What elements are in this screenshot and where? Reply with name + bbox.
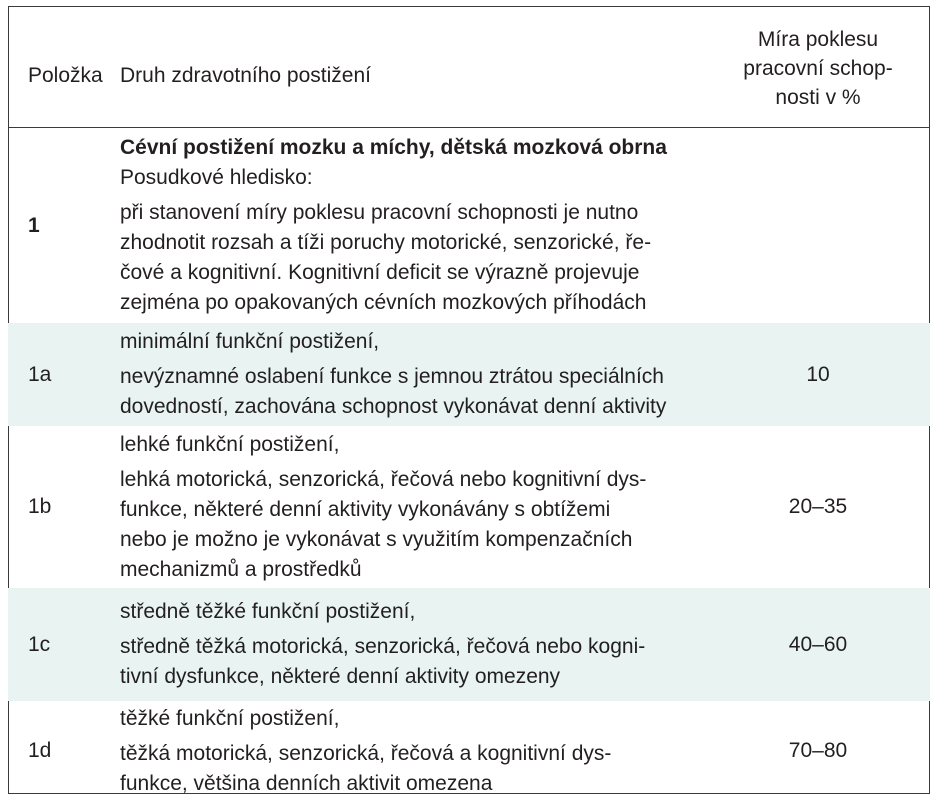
row-item: 1b — [28, 495, 52, 518]
row-value: 70–80 — [788, 739, 848, 762]
row-line: zhodnotit rozsah a tíži poruchy motorické, senzorické, ře- — [120, 231, 652, 254]
row-description — [116, 701, 706, 801]
table-header-row — [8, 6, 930, 128]
row-line: nevýznamné oslabení funkce s jemnou ztrátou speciálních — [120, 365, 664, 388]
row-description — [116, 323, 706, 426]
row-line: zejména po opakovaných cévních mozkových příhodách — [120, 291, 647, 314]
row-line: při stanovení míry poklesu pracovní schopnosti je nutno — [120, 201, 639, 224]
row-line: těžké funkční postižení, — [120, 706, 340, 730]
row-description — [116, 588, 706, 701]
row-description — [116, 128, 706, 324]
table-row — [8, 128, 930, 324]
row-line: středně těžké funkční postižení, — [120, 600, 416, 623]
table-row — [8, 426, 930, 588]
row-line: minimální funkční postižení, — [120, 330, 380, 353]
row-line: těžká motorická, senzorická, řečová a kognitivní dys- — [120, 741, 612, 765]
row-line: tivní dysfunkce, některé denní aktivity omezeny — [120, 665, 561, 688]
row-line: mechanizmů a prostředků — [120, 557, 362, 581]
row-title: Cévní postižení mozku a míchy, dětská mozková obrna — [120, 136, 667, 159]
table-row — [8, 588, 930, 701]
header-percentage-line: nosti v % — [775, 86, 861, 109]
row-item: 1a — [8, 323, 116, 426]
table-row — [8, 701, 930, 801]
header-item: Položka — [8, 6, 116, 128]
row-line: čové a kognitivní. Kognitivní deficit se výrazně projevuje — [120, 261, 640, 284]
header-disability-type: Druh zdravotního postižení — [116, 6, 706, 128]
disability-table — [8, 6, 930, 801]
row-item: 1c — [8, 588, 116, 701]
row-value — [706, 128, 930, 324]
row-value: 20–35 — [788, 495, 848, 518]
table-row — [8, 323, 930, 426]
row-value: 40–60 — [706, 588, 930, 701]
row-value: 10 — [706, 323, 930, 426]
header-percentage-line: Míra poklesu — [757, 28, 879, 51]
row-item: 1 — [28, 213, 40, 237]
row-line: funkce, většina denních aktivit omezena — [120, 771, 493, 795]
row-line: lehká motorická, senzorická, řečová nebo kognitivní dys- — [120, 467, 647, 491]
row-description — [116, 426, 706, 588]
header-percentage — [706, 6, 930, 128]
row-line: středně těžká motorická, senzorická, řečová nebo kogni- — [120, 635, 646, 658]
row-line: Posudkové hledisko: — [120, 166, 313, 189]
row-line: dovedností, zachována schopnost vykonávat denní aktivity — [120, 395, 667, 418]
row-line: lehké funkční postižení, — [120, 432, 340, 456]
row-line: funkce, některé denní aktivity vykonávány s obtížemi — [120, 497, 611, 521]
header-percentage-line: pracovní schop- — [743, 57, 893, 80]
row-item: 1d — [28, 739, 52, 762]
row-line: nebo je možno je vykonávat s využitím kompenzačních — [120, 527, 633, 551]
